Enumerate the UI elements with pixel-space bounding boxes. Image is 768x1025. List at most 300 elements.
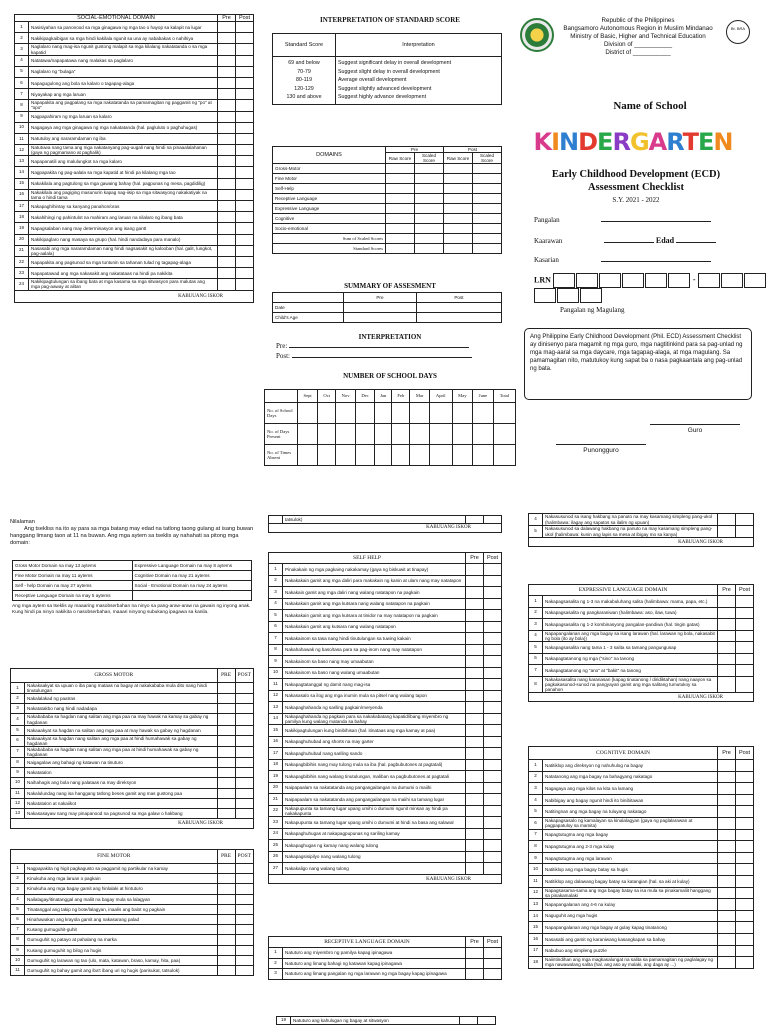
- post-checkbox[interactable]: [736, 806, 754, 818]
- pre-checkbox[interactable]: [217, 884, 235, 894]
- post-checkbox[interactable]: [236, 22, 254, 33]
- pre-checkbox[interactable]: [718, 653, 736, 665]
- pre-checkbox[interactable]: [466, 817, 484, 829]
- post-checkbox[interactable]: [236, 178, 254, 189]
- score-cell[interactable]: [386, 174, 415, 184]
- post-checkbox[interactable]: [235, 965, 253, 975]
- pre-checkbox[interactable]: [217, 935, 235, 945]
- pre-checkbox[interactable]: [466, 690, 484, 702]
- name-field[interactable]: Pangalan: [534, 216, 711, 224]
- summary-cell[interactable]: [416, 313, 501, 323]
- lrn-digit-box[interactable]: [668, 273, 690, 288]
- post-checkbox[interactable]: [235, 788, 253, 798]
- post-checkbox[interactable]: [236, 167, 254, 178]
- pre-checkbox[interactable]: [466, 644, 484, 656]
- pre-checkbox[interactable]: [718, 806, 736, 818]
- pre-checkbox[interactable]: [718, 887, 736, 899]
- post-checkbox[interactable]: [235, 714, 253, 725]
- post-checkbox[interactable]: [236, 66, 254, 77]
- post-checkbox[interactable]: [736, 899, 754, 911]
- pre-checkbox[interactable]: [466, 794, 484, 806]
- score-cell[interactable]: [444, 184, 473, 194]
- post-checkbox[interactable]: [736, 642, 754, 654]
- pre-checkbox[interactable]: [218, 145, 236, 156]
- days-cell[interactable]: [356, 424, 375, 445]
- post-checkbox[interactable]: [235, 798, 253, 808]
- pre-checkbox[interactable]: [217, 694, 235, 704]
- days-cell[interactable]: [336, 424, 356, 445]
- pre-checkbox[interactable]: [718, 922, 736, 934]
- pre-checkbox[interactable]: [217, 778, 235, 788]
- post-checkbox[interactable]: [484, 564, 502, 576]
- pre-checkbox[interactable]: [718, 514, 736, 526]
- post-checkbox[interactable]: [484, 587, 502, 599]
- lrn-digit-box[interactable]: [580, 288, 602, 303]
- post-checkbox[interactable]: [235, 757, 253, 767]
- score-cell[interactable]: [386, 164, 415, 174]
- post-checkbox[interactable]: [484, 621, 502, 633]
- post-checkbox[interactable]: [736, 653, 754, 665]
- post-checkbox[interactable]: [484, 598, 502, 610]
- pre-checkbox[interactable]: [217, 725, 235, 735]
- post-checkbox[interactable]: [736, 887, 754, 899]
- pre-checkbox[interactable]: [217, 874, 235, 884]
- days-cell[interactable]: [375, 424, 392, 445]
- pre-checkbox[interactable]: [466, 748, 484, 760]
- post-checkbox[interactable]: [236, 156, 254, 167]
- pre-checkbox[interactable]: [218, 212, 236, 223]
- score-cell[interactable]: [444, 164, 473, 174]
- post-checkbox[interactable]: [484, 958, 502, 969]
- lrn-digit-box[interactable]: [553, 273, 575, 288]
- pre-checkbox[interactable]: [718, 771, 736, 783]
- pre-checkbox[interactable]: [218, 133, 236, 144]
- post-checkbox[interactable]: [736, 514, 754, 526]
- post-checkbox[interactable]: [736, 957, 754, 969]
- pre-checkbox[interactable]: [718, 783, 736, 795]
- pre-checkbox[interactable]: [218, 201, 236, 212]
- days-cell[interactable]: [410, 424, 429, 445]
- post-checkbox[interactable]: [484, 667, 502, 679]
- pre-checkbox[interactable]: [217, 746, 235, 757]
- pre-checkbox[interactable]: [466, 564, 484, 576]
- punong-signature[interactable]: Punongguro: [556, 440, 646, 454]
- days-cell[interactable]: [318, 445, 336, 466]
- post-checkbox[interactable]: [236, 189, 254, 200]
- pre-checkbox[interactable]: [718, 841, 736, 853]
- score-cell[interactable]: [415, 214, 444, 224]
- pre-checkbox[interactable]: [217, 768, 235, 778]
- summary-cell[interactable]: [344, 303, 417, 313]
- score-cell[interactable]: [444, 174, 473, 184]
- pre-checkbox[interactable]: [218, 122, 236, 133]
- pre-checkbox[interactable]: [466, 610, 484, 622]
- pre-checkbox[interactable]: [217, 735, 235, 746]
- pre-checkbox[interactable]: [718, 957, 736, 969]
- days-cell[interactable]: [392, 424, 410, 445]
- pre-checkbox[interactable]: [466, 587, 484, 599]
- days-cell[interactable]: [452, 445, 473, 466]
- post-checkbox[interactable]: [235, 894, 253, 904]
- pre-checkbox[interactable]: [466, 679, 484, 691]
- pre-checkbox[interactable]: [466, 771, 484, 783]
- post-checkbox[interactable]: [736, 665, 754, 677]
- pre-checkbox[interactable]: [217, 945, 235, 955]
- lrn-digit-box[interactable]: [622, 273, 644, 288]
- post-checkbox[interactable]: [484, 690, 502, 702]
- pre-checkbox[interactable]: [718, 630, 736, 642]
- post-checkbox[interactable]: [235, 955, 253, 965]
- post-checkbox[interactable]: [736, 864, 754, 876]
- post-checkbox[interactable]: [484, 828, 502, 840]
- pre-checkbox[interactable]: [466, 725, 484, 737]
- days-cell[interactable]: [375, 445, 392, 466]
- post-checkbox[interactable]: [736, 607, 754, 619]
- post-checkbox[interactable]: [484, 633, 502, 645]
- pre-checkbox[interactable]: [718, 676, 736, 692]
- score-cell[interactable]: [415, 244, 444, 254]
- lrn-digit-box[interactable]: [645, 273, 667, 288]
- post-checkbox[interactable]: [235, 945, 253, 955]
- post-checkbox[interactable]: [235, 874, 253, 884]
- pre-checkbox[interactable]: [466, 667, 484, 679]
- post-checkbox[interactable]: [736, 771, 754, 783]
- score-cell[interactable]: [386, 214, 415, 224]
- pre-checkbox[interactable]: [718, 945, 736, 957]
- post-checkbox[interactable]: [235, 904, 253, 914]
- pre-checkbox[interactable]: [718, 852, 736, 864]
- score-cell[interactable]: [473, 204, 502, 214]
- pre-checkbox[interactable]: [217, 864, 235, 874]
- score-cell[interactable]: [473, 184, 502, 194]
- post-checkbox[interactable]: [484, 948, 502, 959]
- pre-checkbox[interactable]: [218, 66, 236, 77]
- days-cell[interactable]: [410, 445, 429, 466]
- post-checkbox[interactable]: [236, 145, 254, 156]
- post-checkbox[interactable]: [236, 212, 254, 223]
- score-cell[interactable]: [473, 164, 502, 174]
- score-cell[interactable]: [473, 194, 502, 204]
- lrn-digit-box[interactable]: [698, 273, 720, 288]
- pre-checkbox[interactable]: [718, 526, 736, 538]
- post-checkbox[interactable]: [736, 922, 754, 934]
- pre-checkbox[interactable]: [466, 621, 484, 633]
- score-cell[interactable]: [386, 184, 415, 194]
- pre-checkbox[interactable]: [718, 607, 736, 619]
- post-checkbox[interactable]: [235, 884, 253, 894]
- post-checkbox[interactable]: [236, 44, 254, 55]
- post-checkbox[interactable]: [736, 760, 754, 772]
- score-cell[interactable]: [415, 164, 444, 174]
- post-checkbox[interactable]: [736, 630, 754, 642]
- post-checkbox[interactable]: [484, 851, 502, 863]
- post-checkbox[interactable]: [484, 644, 502, 656]
- score-cell[interactable]: [444, 194, 473, 204]
- pre-checkbox[interactable]: [218, 44, 236, 55]
- post-checkbox[interactable]: [235, 778, 253, 788]
- lrn-digit-box[interactable]: [599, 273, 621, 288]
- post-checkbox[interactable]: [484, 713, 502, 725]
- days-cell[interactable]: [392, 403, 410, 424]
- pre-checkbox[interactable]: [217, 757, 235, 767]
- score-cell[interactable]: [386, 194, 415, 204]
- post-checkbox[interactable]: [236, 279, 254, 290]
- pre-checkbox[interactable]: [217, 808, 235, 818]
- pre-checkbox[interactable]: [718, 619, 736, 631]
- score-cell[interactable]: [473, 224, 502, 234]
- post-checkbox[interactable]: [236, 133, 254, 144]
- pre-checkbox[interactable]: [718, 899, 736, 911]
- parent-field[interactable]: Pangalan ng Magulang: [560, 306, 625, 314]
- pre-checkbox[interactable]: [466, 840, 484, 852]
- pre-checkbox[interactable]: [217, 955, 235, 965]
- pre-checkbox[interactable]: [218, 268, 236, 279]
- days-cell[interactable]: [298, 403, 318, 424]
- post-checkbox[interactable]: [235, 935, 253, 945]
- pre-checkbox[interactable]: [466, 851, 484, 863]
- pre-checkbox[interactable]: [466, 713, 484, 725]
- pre-checkbox[interactable]: [217, 788, 235, 798]
- post-checkbox[interactable]: [484, 575, 502, 587]
- post-checkbox[interactable]: [736, 526, 754, 538]
- pre-checkbox[interactable]: [218, 279, 236, 290]
- pre-checkbox[interactable]: [217, 904, 235, 914]
- days-cell[interactable]: [473, 403, 494, 424]
- pre-checkbox[interactable]: [466, 958, 484, 969]
- days-cell[interactable]: [318, 403, 336, 424]
- days-cell[interactable]: [429, 403, 452, 424]
- pre-checkbox[interactable]: [218, 245, 236, 256]
- guro-signature[interactable]: Guro: [650, 420, 740, 434]
- post-checkbox[interactable]: [235, 735, 253, 746]
- post-checkbox[interactable]: [236, 234, 254, 245]
- score-cell[interactable]: [473, 244, 502, 254]
- pre-checkbox[interactable]: [718, 665, 736, 677]
- post-checkbox[interactable]: [484, 759, 502, 771]
- post-checkbox[interactable]: [736, 676, 754, 692]
- pre-checkbox[interactable]: [466, 633, 484, 645]
- days-cell[interactable]: [429, 424, 452, 445]
- post-checkbox[interactable]: [484, 702, 502, 714]
- post-checkbox[interactable]: [736, 619, 754, 631]
- score-cell[interactable]: [386, 234, 415, 244]
- score-cell[interactable]: [473, 214, 502, 224]
- score-cell[interactable]: [415, 204, 444, 214]
- post-checkbox[interactable]: [736, 945, 754, 957]
- pre-checkbox[interactable]: [217, 914, 235, 924]
- post-checkbox[interactable]: [484, 656, 502, 668]
- post-checkbox[interactable]: [484, 840, 502, 852]
- pre-checkbox[interactable]: [466, 969, 484, 980]
- pre-checkbox[interactable]: [718, 875, 736, 887]
- pre-checkbox[interactable]: [218, 33, 236, 44]
- lrn-digit-box[interactable]: [721, 273, 743, 288]
- score-cell[interactable]: [415, 184, 444, 194]
- post-checkbox[interactable]: [484, 794, 502, 806]
- post-checkbox[interactable]: [235, 864, 253, 874]
- days-cell[interactable]: [298, 424, 318, 445]
- pre-checkbox[interactable]: [718, 910, 736, 922]
- post-checkbox[interactable]: [736, 841, 754, 853]
- post-checkbox[interactable]: [484, 817, 502, 829]
- post-checkbox[interactable]: [736, 910, 754, 922]
- lrn-digit-box[interactable]: [744, 273, 766, 288]
- post-checkbox[interactable]: [235, 725, 253, 735]
- post-checkbox[interactable]: [236, 33, 254, 44]
- post-checkbox[interactable]: [484, 771, 502, 783]
- post-checkbox[interactable]: [236, 201, 254, 212]
- pre-checkbox[interactable]: [217, 965, 235, 975]
- pre-checkbox[interactable]: [217, 704, 235, 714]
- sex-field[interactable]: Kasarian: [534, 256, 711, 264]
- post-checkbox[interactable]: [484, 610, 502, 622]
- pre-checkbox[interactable]: [217, 925, 235, 935]
- post-checkbox[interactable]: [235, 683, 253, 694]
- pre-checkbox[interactable]: [218, 89, 236, 100]
- days-cell[interactable]: [429, 445, 452, 466]
- post-checkbox[interactable]: [736, 817, 754, 829]
- lrn-digit-box[interactable]: [576, 273, 598, 288]
- birthday-field[interactable]: Kaarawan Edad: [534, 236, 716, 245]
- days-cell[interactable]: [356, 445, 375, 466]
- score-cell[interactable]: [473, 174, 502, 184]
- score-cell[interactable]: [444, 224, 473, 234]
- post-checkbox[interactable]: [484, 725, 502, 737]
- post-checkbox[interactable]: [236, 55, 254, 66]
- post-checkbox[interactable]: [236, 268, 254, 279]
- pre-checkbox[interactable]: [218, 111, 236, 122]
- pre-checkbox[interactable]: [466, 782, 484, 794]
- pre-checkbox[interactable]: [718, 864, 736, 876]
- pre-checkbox[interactable]: [466, 575, 484, 587]
- pre-checkbox[interactable]: [217, 683, 235, 694]
- post-checkbox[interactable]: [484, 736, 502, 748]
- pre-checkbox[interactable]: [718, 642, 736, 654]
- post-checkbox[interactable]: [236, 122, 254, 133]
- pre-checkbox[interactable]: [718, 596, 736, 608]
- pre-checkbox[interactable]: [217, 894, 235, 904]
- days-cell[interactable]: [452, 403, 473, 424]
- post-checkbox[interactable]: [235, 914, 253, 924]
- pre-checkbox[interactable]: [218, 22, 236, 33]
- pre-checkbox[interactable]: [718, 760, 736, 772]
- pre-checkbox[interactable]: [218, 156, 236, 167]
- days-cell[interactable]: [336, 403, 356, 424]
- lrn-field[interactable]: LRN -: [534, 273, 768, 303]
- post-checkbox[interactable]: [235, 746, 253, 757]
- post-checkbox[interactable]: [484, 782, 502, 794]
- post-checkbox[interactable]: [484, 805, 502, 817]
- score-cell[interactable]: [415, 174, 444, 184]
- pre-checkbox[interactable]: [218, 100, 236, 111]
- pre-checkbox[interactable]: [466, 948, 484, 959]
- days-cell[interactable]: [493, 424, 515, 445]
- score-cell[interactable]: [386, 204, 415, 214]
- lrn-digit-box[interactable]: [557, 288, 579, 303]
- pre-checkbox[interactable]: [218, 189, 236, 200]
- pre-checkbox[interactable]: [466, 656, 484, 668]
- days-cell[interactable]: [493, 403, 515, 424]
- post-checkbox[interactable]: [236, 223, 254, 234]
- pre-checkbox[interactable]: [218, 77, 236, 88]
- post-checkbox[interactable]: [484, 969, 502, 980]
- days-cell[interactable]: [356, 403, 375, 424]
- pre-checkbox[interactable]: [466, 805, 484, 817]
- days-cell[interactable]: [298, 445, 318, 466]
- days-cell[interactable]: [318, 424, 336, 445]
- score-cell[interactable]: [444, 244, 473, 254]
- post-checkbox[interactable]: [235, 704, 253, 714]
- pre-checkbox[interactable]: [218, 167, 236, 178]
- post-checkbox[interactable]: [736, 933, 754, 945]
- score-cell[interactable]: [444, 234, 473, 244]
- post-checkbox[interactable]: [235, 808, 253, 818]
- score-cell[interactable]: [444, 204, 473, 214]
- days-cell[interactable]: [473, 445, 494, 466]
- score-cell[interactable]: [473, 234, 502, 244]
- pre-checkbox[interactable]: [217, 798, 235, 808]
- post-checkbox[interactable]: [236, 256, 254, 267]
- pre-checkbox[interactable]: [218, 234, 236, 245]
- post-checkbox[interactable]: [235, 925, 253, 935]
- pre-checkbox[interactable]: [718, 817, 736, 829]
- post-checkbox[interactable]: [736, 783, 754, 795]
- post-checkbox[interactable]: [736, 852, 754, 864]
- pre-checkbox[interactable]: [718, 933, 736, 945]
- days-cell[interactable]: [392, 445, 410, 466]
- post-checkbox[interactable]: [736, 829, 754, 841]
- score-cell[interactable]: [415, 224, 444, 234]
- pre-checkbox[interactable]: [217, 714, 235, 725]
- days-cell[interactable]: [375, 403, 392, 424]
- pre-checkbox[interactable]: [218, 223, 236, 234]
- days-cell[interactable]: [493, 445, 515, 466]
- summary-cell[interactable]: [344, 313, 417, 323]
- days-cell[interactable]: [336, 445, 356, 466]
- pre-checkbox[interactable]: [466, 863, 484, 875]
- pre-checkbox[interactable]: [466, 736, 484, 748]
- post-checkbox[interactable]: [484, 863, 502, 875]
- score-cell[interactable]: [444, 214, 473, 224]
- score-cell[interactable]: [386, 224, 415, 234]
- pre-checkbox[interactable]: [466, 598, 484, 610]
- summary-cell[interactable]: [416, 303, 501, 313]
- pre-checkbox[interactable]: [466, 759, 484, 771]
- post-checkbox[interactable]: [484, 679, 502, 691]
- post-checkbox[interactable]: [484, 748, 502, 760]
- days-cell[interactable]: [410, 403, 429, 424]
- post-checkbox[interactable]: [736, 875, 754, 887]
- days-cell[interactable]: [452, 424, 473, 445]
- post-checkbox[interactable]: [235, 694, 253, 704]
- pre-checkbox[interactable]: [218, 55, 236, 66]
- score-cell[interactable]: [415, 234, 444, 244]
- pre-checkbox[interactable]: [718, 829, 736, 841]
- pre-checkbox[interactable]: [466, 828, 484, 840]
- pre-checkbox[interactable]: [218, 256, 236, 267]
- pre-checkbox[interactable]: [218, 178, 236, 189]
- post-checkbox[interactable]: [236, 111, 254, 122]
- post-checkbox[interactable]: [235, 768, 253, 778]
- pre-checkbox[interactable]: [466, 702, 484, 714]
- post-checkbox[interactable]: [236, 77, 254, 88]
- post-checkbox[interactable]: [236, 89, 254, 100]
- lrn-digit-box[interactable]: [534, 288, 556, 303]
- score-cell[interactable]: [386, 244, 415, 254]
- days-cell[interactable]: [473, 424, 494, 445]
- post-checkbox[interactable]: [236, 100, 254, 111]
- post-checkbox[interactable]: [736, 794, 754, 806]
